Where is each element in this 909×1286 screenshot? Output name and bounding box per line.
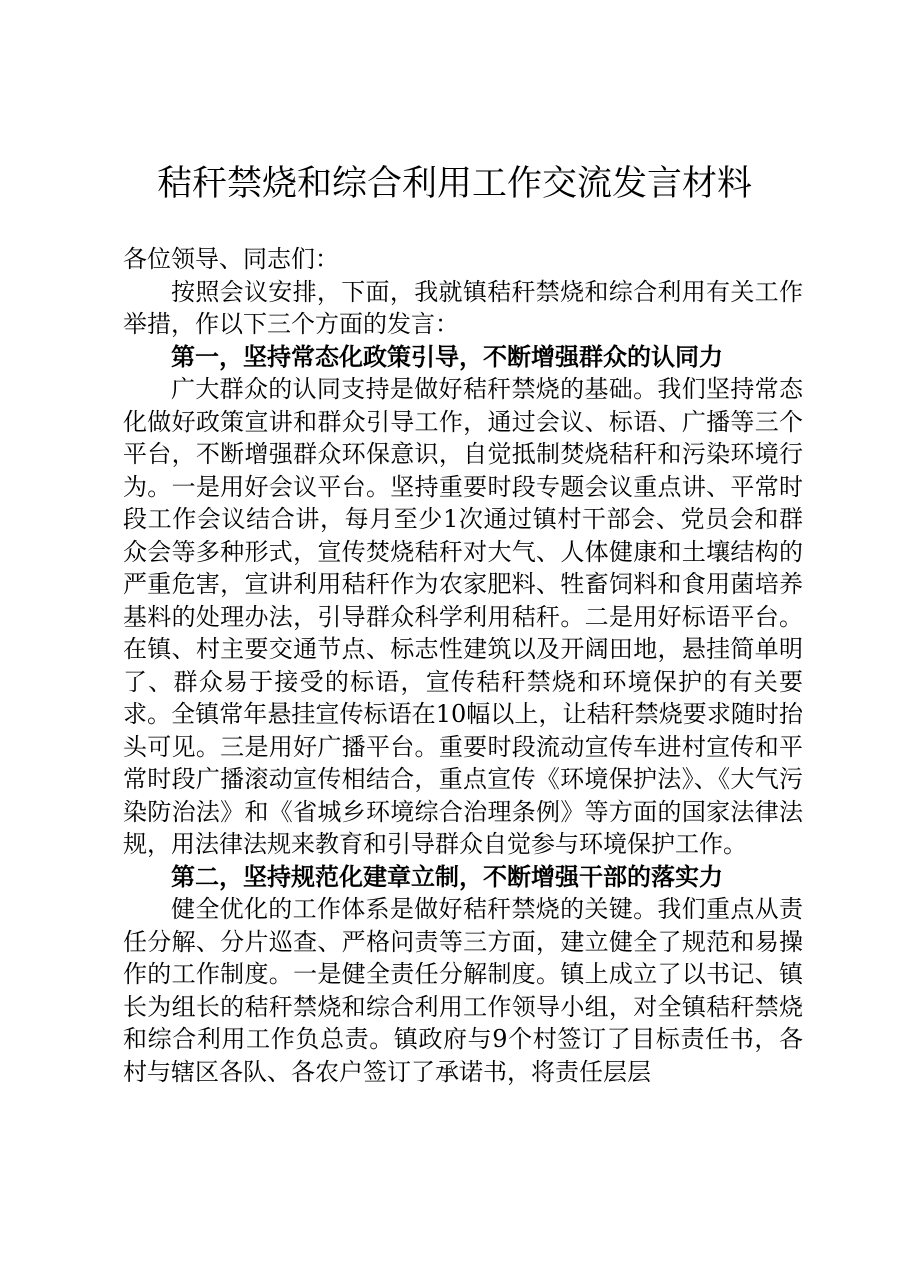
section-2-heading: 第二，坚持规范化建章立制，不断增强干部的落实力 [171, 862, 723, 891]
intro-paragraph: 按照会议安排，下面，我就镇秸秆禁烧和综合利用有关工作举措，作以下三个方面的发言： [123, 277, 803, 338]
document-title: 秸秆禁烧和综合利用工作交流发言材料 [156, 164, 752, 204]
document-body [123, 243, 803, 1088]
section-1-paragraph: 广大群众的认同支持是做好秸秆禁烧的基础。我们坚持常态化做好政策宣讲和群众引导工作，通过会议、标语、广播等三个平台，不断增强群众环保意识，自觉抵制焚烧秸秆和污染环境行为。一是用好会议平台。坚持重要时段专题会议重点讲、平常时段工作会议结合讲，每月至少1次通过镇村干部会、党员会和群众会等多种形式，宣传焚烧秸秆对大气、人体健康和土壤结构的严重危害，宣讲利用秸秆作为农家肥料、牲畜饲料和食用菌培养基料的处理办法，引导群众科学利用秸秆。二是用好标语平台。在镇、村主要交通节点、标志性建筑以及开阔田地，悬挂简单明了、群众易于接受的标语，宣传秸秆禁烧和环境保护的有关要求。全镇常年悬挂宣传标语在10幅以上，让秸秆禁烧要求随时抬头可见。三是用好广播平台。重要时段流动宣传车进村宣传和平常时段广播滚动宣传相结合，重点宣传《环境保护法》、《大气污染防治法》和《省城乡环境综合治理条例》等方面的国家法律法规，用法律法规来教育和引导群众自觉参与环境保护工作。 [123, 375, 803, 858]
section-1-heading: 第一，坚持常态化政策引导，不断增强群众的认同力 [171, 342, 723, 371]
salutation: 各位领导、同志们： [123, 245, 339, 273]
section-2-paragraph: 健全优化的工作体系是做好秸秆禁烧的关键。我们重点从责任分解、分片巡查、严格问责等三方面，建立健全了规范和易操作的工作制度。一是健全责任分解制度。镇上成立了以书记、镇长为组长的秸秆禁烧和综合利用工作领导小组，对全镇秸秆禁烧和综合利用工作负总责。镇政府与9个村签订了目标责任书，各村与辖区各队、各农户签订了承诺书，将责任层层 [123, 895, 803, 1086]
